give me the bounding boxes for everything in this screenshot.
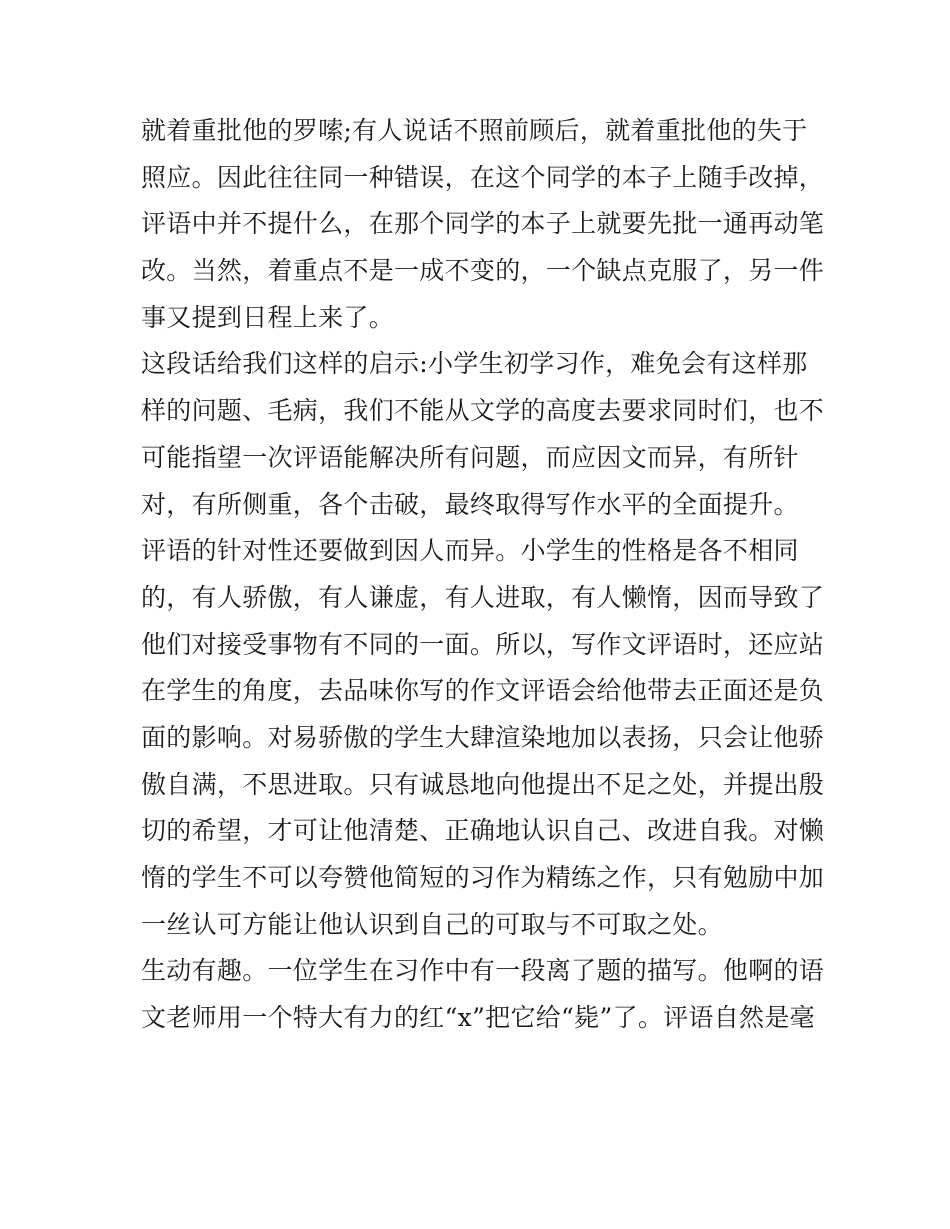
text-line: 的，有人骄傲，有人谦虚，有人进取，有人懒惰，因而导致了 (141, 582, 825, 612)
text-line: 可能指望一次评语能解决所有问题，而应因文而异，有所针 (141, 442, 799, 472)
text-line: 他们对接受事物有不同的一面。所以，写作文评语时，还应站 (141, 629, 825, 659)
text-line: 这段话给我们这样的启示:小学生初学习作，难免会有这样那 (141, 349, 808, 379)
text-line: 评语中并不提什么，在那个同学的本子上就要先批一通再动笔 (141, 209, 825, 239)
text-line: 一丝认可方能让他认识到自己的可取与不可取之处。 (141, 909, 723, 939)
document-body (141, 108, 825, 1042)
text-line: 文老师用一个特大有力的红“x”把它给“毙”了。评语自然是毫 (141, 1003, 815, 1033)
text-line: 傲自满，不思进取。只有诚恳地向他提出不足之处，并提出殷 (141, 769, 825, 799)
text-line: 事又提到日程上来了。 (141, 302, 395, 332)
text-line: 生动有趣。一位学生在习作中有一段离了题的描写。他啊的语 (141, 956, 825, 986)
text-line: 在学生的角度，去品味你写的作文评语会给他带去正面还是负 (141, 676, 825, 706)
text-line: 切的希望，才可让他清楚、正确地认识自己、改进自我。对懒 (141, 816, 825, 846)
text-line: 照应。因此往往同一种错误，在这个同学的本子上随手改掉， (141, 162, 825, 192)
text-line: 就着重批他的罗嗦;有人说话不照前顾后，就着重批他的失于 (141, 116, 808, 145)
text-line: 样的问题、毛病，我们不能从文学的高度去要求同时们，也不 (141, 396, 825, 426)
text-line: 对，有所侧重，各个击破，最终取得写作水平的全面提升。 (141, 489, 799, 519)
text-line: 评语的针对性还要做到因人而异。小学生的性格是各不相同 (141, 536, 799, 566)
text-line: 惰的学生不可以夸赞他简短的习作为精练之作，只有勉励中加 (141, 863, 825, 892)
text-line: 面的影响。对易骄傲的学生大肆渲染地加以表扬，只会让他骄 (141, 722, 825, 752)
text-line: 改。当然，着重点不是一成不变的，一个缺点克服了，另一件 (141, 256, 825, 286)
